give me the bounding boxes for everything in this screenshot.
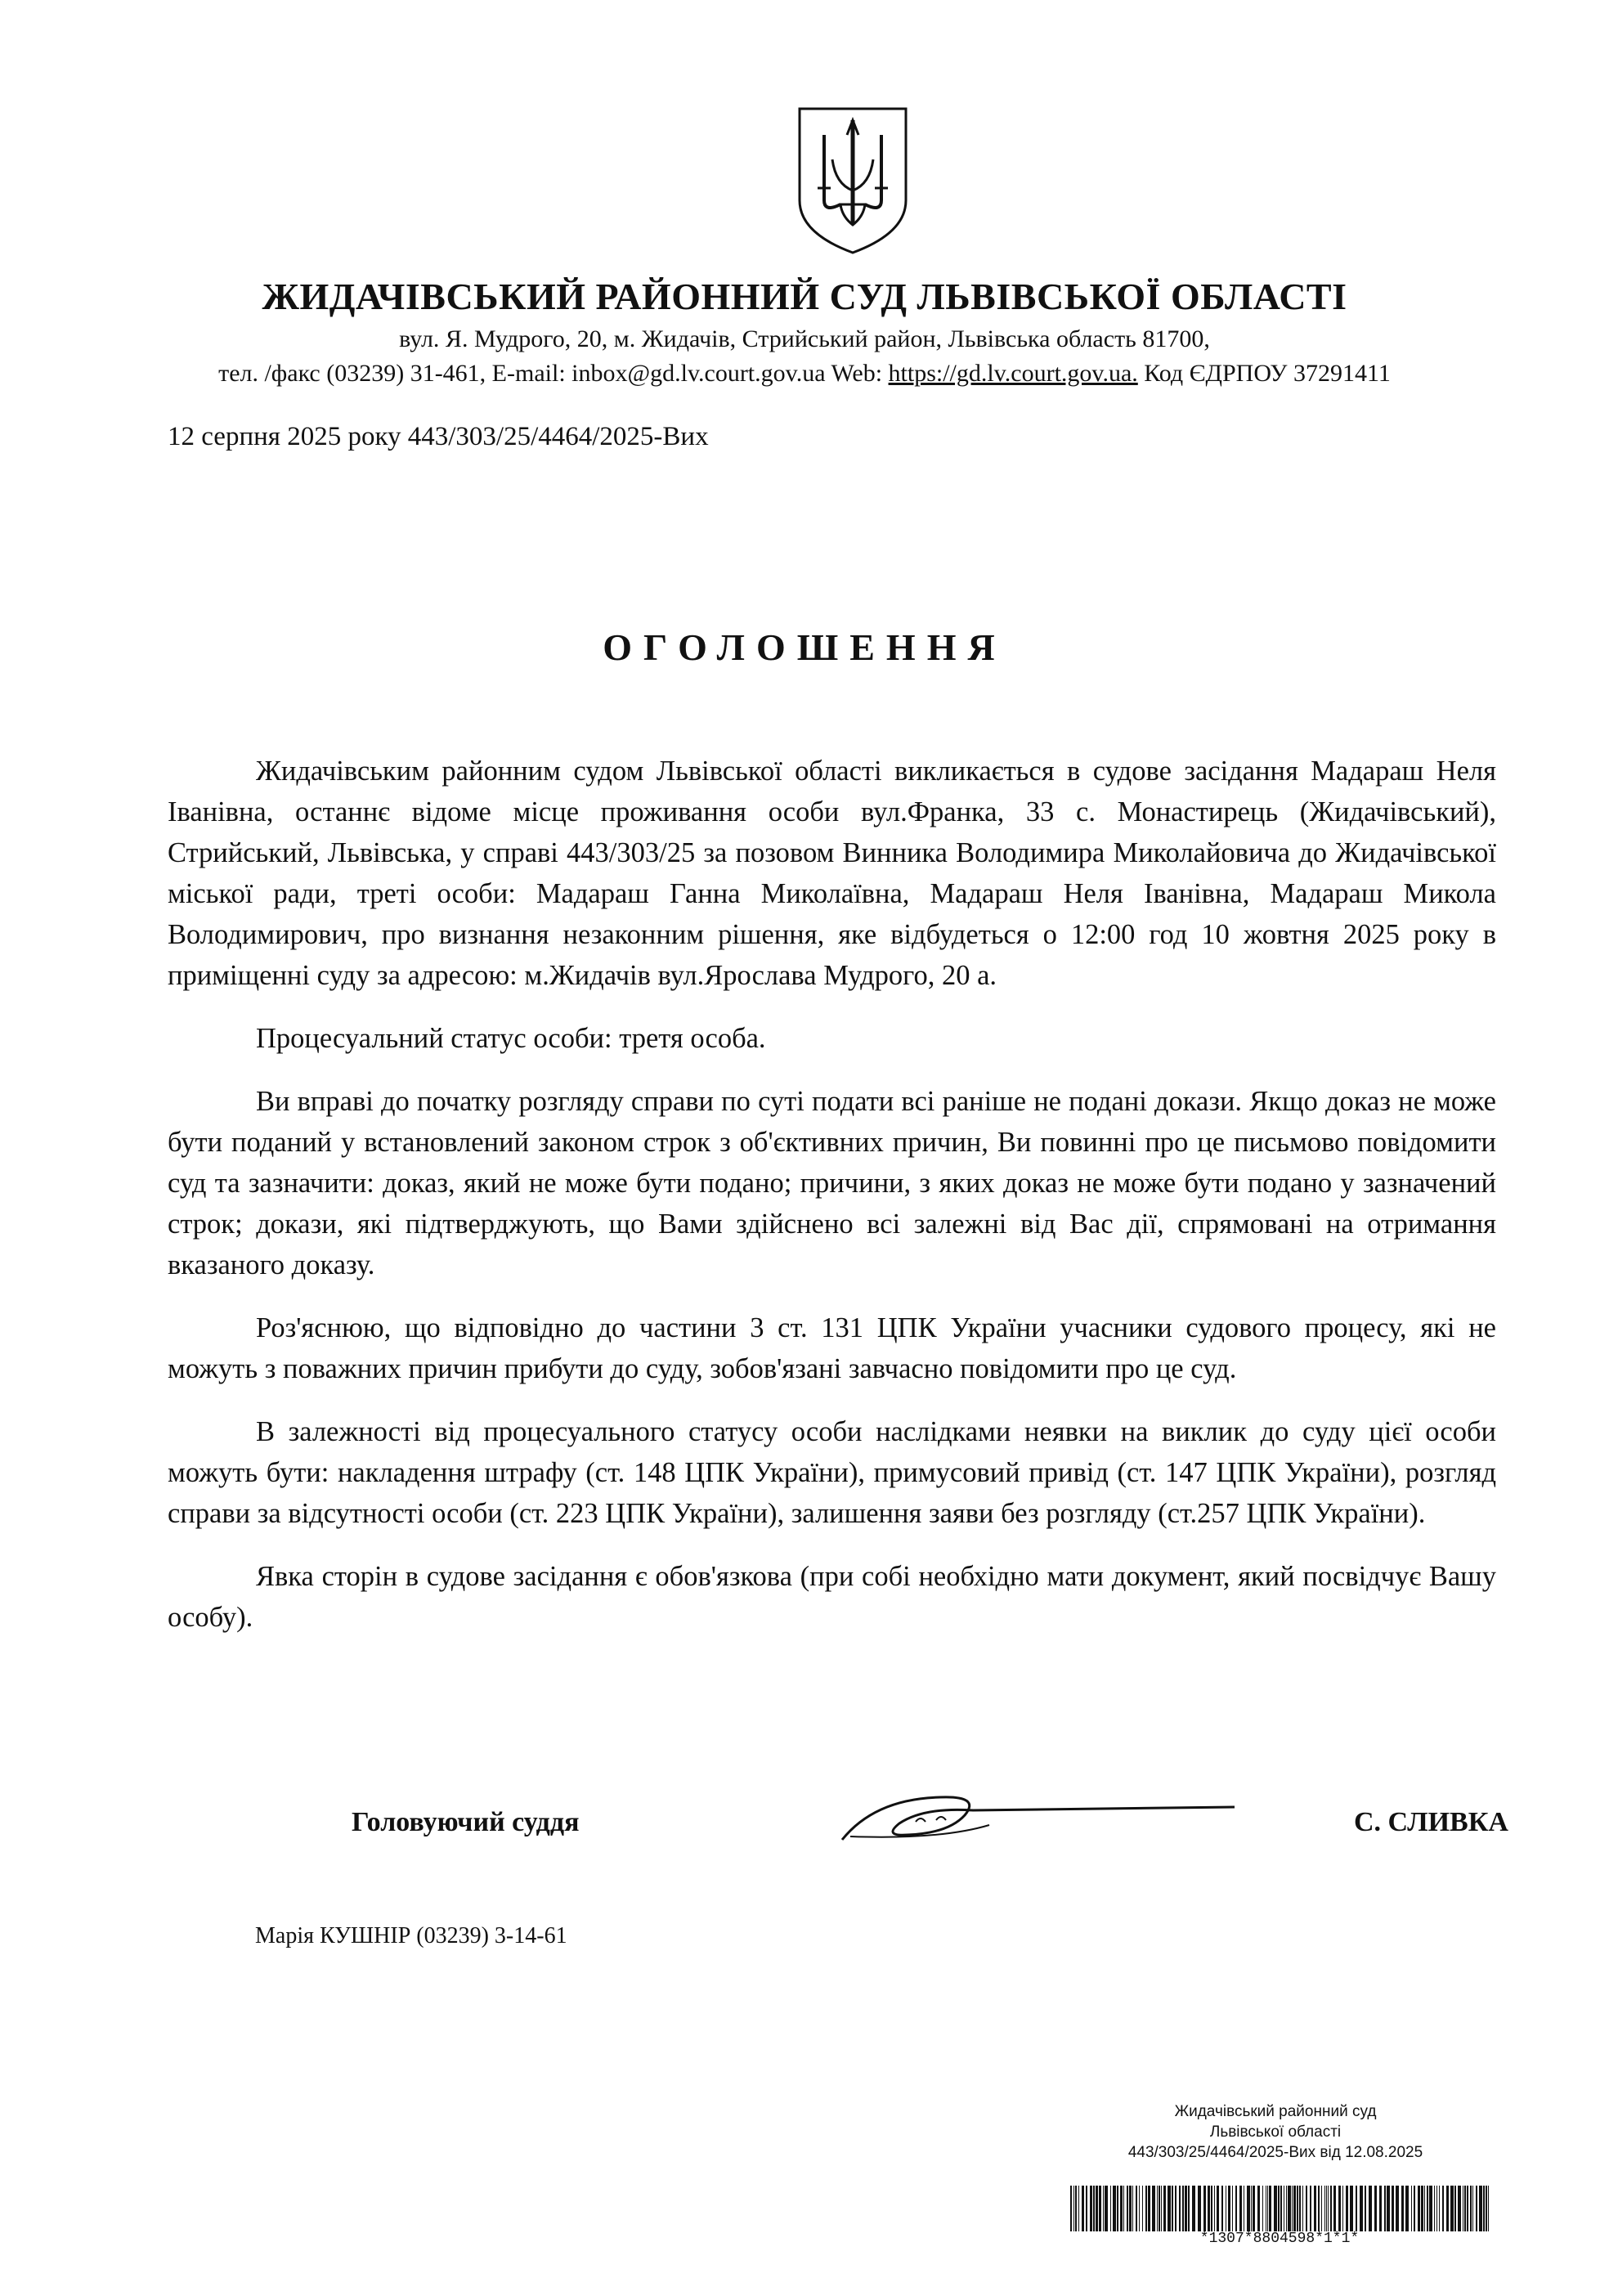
- signature-block: [0, 1807, 1609, 1856]
- paragraph: Явка сторін в судове засідання є обов'язкова (при собі необхідно мати документ, який посвідчує Вашу особу).: [168, 1561, 1496, 1633]
- barcode-number: *1307*8804598*1*1*: [1199, 2231, 1360, 2247]
- stamp-region: Львівської області: [1209, 2123, 1342, 2141]
- date-reference: 12 серпня 2025 року 443/303/25/4464/2025-Вих: [168, 422, 709, 451]
- executor-contact: Марія КУШНІР (03239) 3-14-61: [255, 1923, 567, 1948]
- registration-stamp: [1063, 2101, 1488, 2163]
- stamp-reference: 443/303/25/4464/2025-Вих від 12.08.2025: [1127, 2144, 1423, 2161]
- stamp-court: Жидачівський районний суд: [1174, 2103, 1377, 2120]
- paragraph: Роз'яснюю, що відповідно до частини 3 ст. 131 ЦПК України учасники судового процесу, які не можуть з поважних причин прибути до суду, зобов'язані завчасно повідомити про це суд.: [168, 1312, 1496, 1384]
- paragraph: В залежності від процесуального статусу особи наслідками неявки на виклик до суду цієї особи можуть бути: накладення штрафу (ст. 148 ЦПК України), примусовий привід (ст. 147 ЦПК України), розгляд справи за відсутності особи (ст. 223 ЦПК України), залишення заяви без розгляду (ст.257 ЦПК України).: [168, 1416, 1496, 1529]
- contacts-suffix: Код ЄДРПОУ 37291411: [1137, 360, 1391, 387]
- paragraph: Ви вправі до початку розгляду справи по суті подати всі раніше не подані докази. Якщо доказ не може бути поданий у встановлений законом строк з об'єктивних причин, Ви повинні про це письмово повідомити суд та зазначити: доказ, який не може бути подано; причини, з яких доказ не може бути подано у зазначений строк; докази, які підтверджують, що Вами здійснено всі залежні від Вас дії, спрямовані на отримання вказаного доказу.: [168, 1086, 1496, 1280]
- judge-position: Головуючий суддя: [352, 1807, 580, 1837]
- document-body: [168, 751, 1496, 1660]
- paragraph: Процесуальний статус особи: третя особа.: [256, 1023, 766, 1054]
- court-name: ЖИДАЧІВСЬКИЙ РАЙОННИЙ СУД ЛЬВІВСЬКОЇ ОБЛАСТІ: [262, 276, 1347, 317]
- handwritten-signature-icon: [826, 1783, 1243, 1856]
- contacts-prefix: тел. /факс (03239) 31-461, E-mail: inbox@gd.lv.court.gov.ua Web:: [218, 360, 889, 387]
- court-address: вул. Я. Мудрого, 20, м. Жидачів, Стрийський район, Львівська область 81700,: [399, 325, 1210, 352]
- document-title: ОГОЛОШЕННЯ: [603, 626, 1006, 668]
- website-link[interactable]: https://gd.lv.court.gov.ua.: [888, 360, 1138, 387]
- judge-name: С. СЛИВКА: [1354, 1807, 1508, 1837]
- barcode-icon: [1069, 2186, 1494, 2231]
- trident-coat-of-arms-icon: [793, 102, 912, 258]
- paragraph: Жидачівським районним судом Львівської області викликається в судове засідання Мадараш Неля Іванівна, останнє відоме місце проживання особи вул.Франка, 33 с. Монастирець (Жидачівський), Стрийський, Львівська, у справі 443/303/25 за позовом Винника Володимира Миколайовича до Жидачівської міської ради, треті особи: Мадараш Ганна Миколаївна, Мадараш Неля Іванівна, Мадараш Микола Володимирович, про визнання незаконним рішення, яке відбудеться о 12:00 год 10 жовтня 2025 року в приміщенні суду за адресою: м.Жидачів вул.Ярослава Мудрого, 20 а.: [168, 756, 1496, 991]
- court-contacts: [0, 360, 1609, 388]
